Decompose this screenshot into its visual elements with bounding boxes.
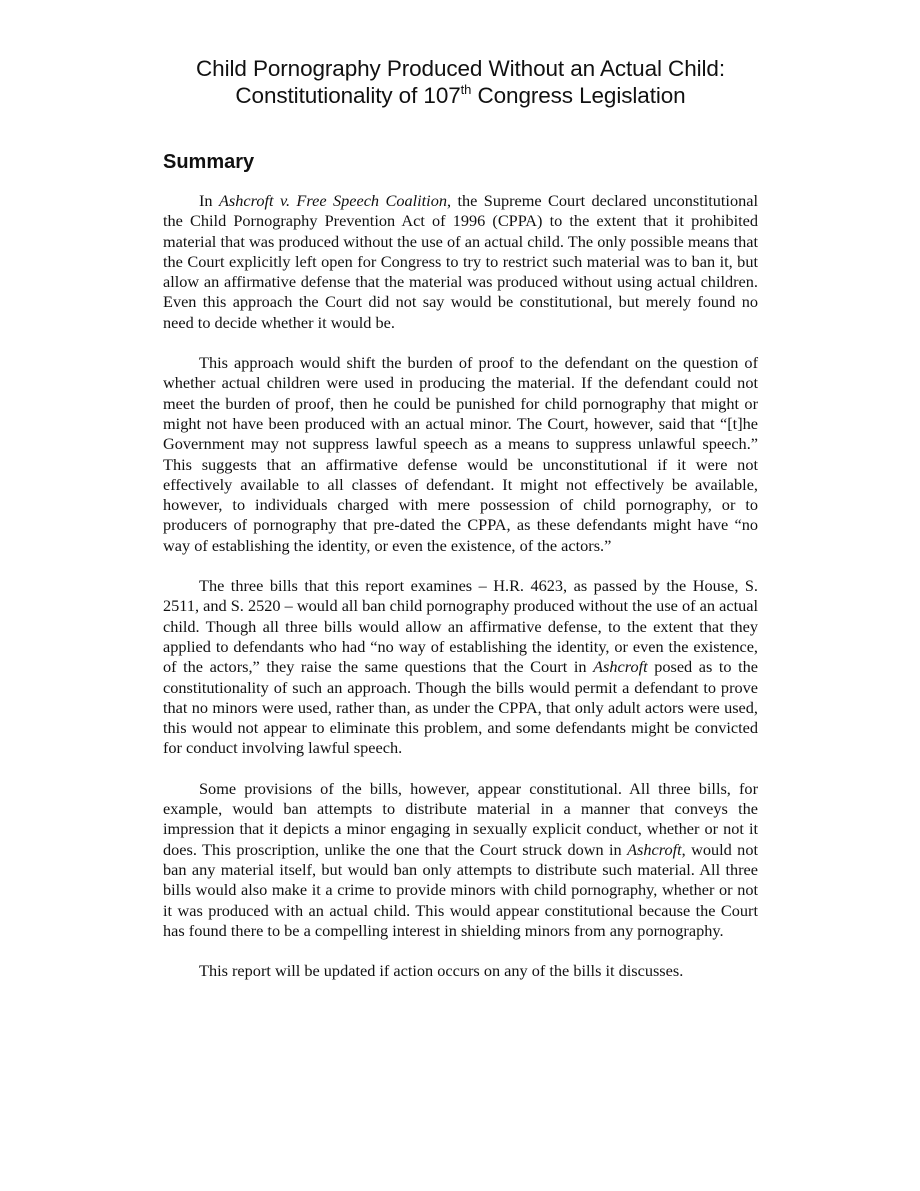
title-line-1: Child Pornography Produced Without an Actual Child: <box>196 56 725 81</box>
case-name-italic: Ashcroft <box>593 657 648 677</box>
title-line-2 <box>163 82 758 112</box>
case-name-italic: Ashcroft v. Free Speech Coalition <box>218 191 447 210</box>
summary-paragraph-5: This report will be updated if action occurs on any of the bills it discusses. <box>199 961 684 981</box>
document-page <box>163 55 758 981</box>
summary-paragraph-4 <box>163 779 758 941</box>
document-title <box>163 55 758 112</box>
p4-text-b: , would not ban any material itself, but would ban only attempts to distribute such material. All three bills would also make it a crime to provide minors with child pornography, whether or not it was produced with an actual child. This would appear constitutional because the Court has found there to be a compelling interest in shielding minors from any pornography. <box>163 839 758 940</box>
case-name-italic: Ashcroft <box>627 839 682 859</box>
summary-paragraph-2: This approach would shift the burden of proof to the defendant on the question of whether actual children were used in producing the material. If the defendant could not meet the burden of proof, then he could be punished for child pornography that might or might not have been produced with an actual minor. The Court, however, said that “[t]he Government may not suppress lawful speech as a means to suppress unlawful speech.” This suggests that an affirmative defense would be unconstitutional if it were not effectively available to all classes of defendant. It might not effectively be available, however, to individuals charged with mere possession of child pornography, or to producers of pornography that pre-dated the CPPA, as these defendants might have “no way of establishing the identity, or even the existence, of the actors.” <box>163 353 758 555</box>
title-superscript: th <box>460 82 472 97</box>
p3-text-b: posed as to the constitutionality of such an approach. Though the bills would permit a defendant to prove that no minors were used, rather than, as under the CPPA, that only adult actors were used, this would not appear to eliminate this problem, and some defendants might be convicted for conduct involving lawful speech. <box>163 657 758 758</box>
summary-heading: Summary <box>163 151 255 173</box>
summary-paragraph-3 <box>163 576 758 759</box>
summary-paragraph-1 <box>163 191 758 333</box>
p4-text-a: Some provisions of the bills, however, appear constitutional. All three bills, for example, would ban attempts to distribute material in a manner that conveys the impression that it depicts a minor engaging in sexually explicit conduct, whether or not it does. This proscription, unlike the one that the Court struck down in <box>163 778 758 859</box>
p1-text-b: , the Supreme Court declared unconstitutional the Child Pornography Prevention Act of 1996 (CPPA) to the extent that it prohibited material that was produced without the use of an actual child. The only possible means that the Court explicitly left open for Congress to try to restrict such material was to ban it, but allow an affirmative defense that the material was produced without using actual children. Even this approach the Court did not say would be constitutional, but merely found no need to decide whether it would be. <box>163 191 758 332</box>
title-line-2-end: Congress Legislation <box>471 83 686 108</box>
p3-text-a: The three bills that this report examines – H.R. 4623, as passed by the House, S. 2511, and S. 2520 – would all ban child pornography produced without the use of an actual child. Though all three bills would allow an affirmative defense, to the extent that they applied to defendants who had “no way of establishing the identity, or even the existence, of the actors,” they raise the same questions that the Court in <box>163 576 758 677</box>
p1-text-a: In <box>199 191 219 210</box>
title-line-2-start: Constitutionality of 107 <box>235 83 461 108</box>
